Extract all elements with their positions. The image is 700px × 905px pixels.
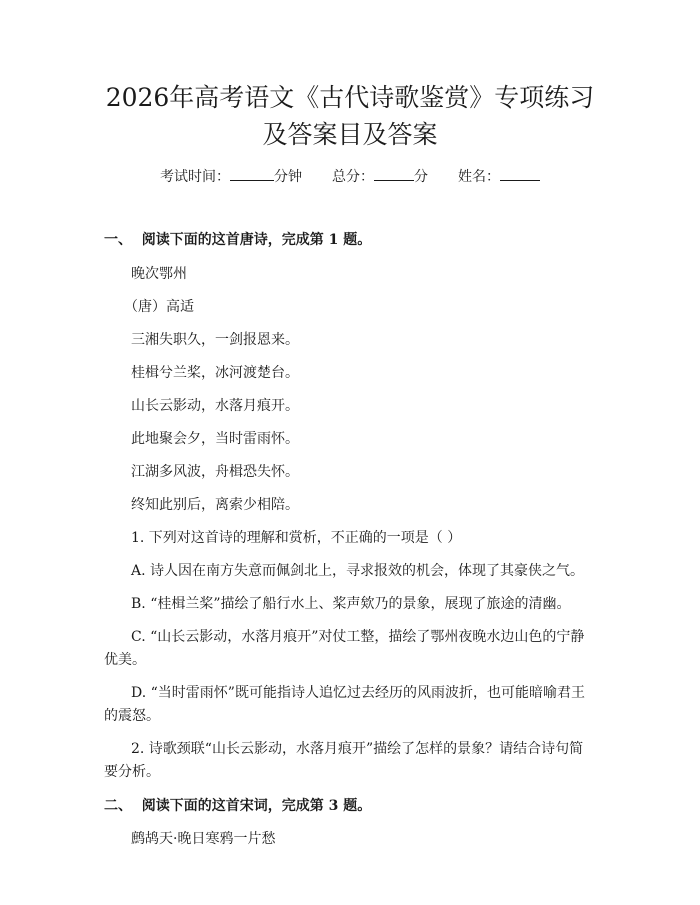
exam-time-label: 考试时间： [160, 169, 230, 185]
question-1-stem: 1. 下列对这首诗的理解和赏析，不正确的一项是（ ） [131, 530, 462, 546]
poem-1-title: 晚次鄂州 [131, 266, 187, 282]
document-title-line-1: 2026年高考语文《古代诗歌鉴赏》专项练习 [105, 83, 595, 112]
question-1-option-c-continued: 优美。 [104, 652, 146, 668]
poem-1-line: 山长云影动，水落月痕开。 [131, 398, 299, 414]
question-2-stem-continued: 要分析。 [104, 764, 160, 780]
total-score-blank [374, 166, 414, 181]
question-1-option-d-continued: 的震怒。 [104, 708, 160, 724]
total-score-label: 总分： [332, 169, 374, 185]
question-1-option-c: C. “山长云影动，水落月痕开”对仗工整，描绘了鄂州夜晚水边山色的宁静 [131, 629, 585, 645]
question-1-option-b: B. “桂楫兰桨”描绘了船行水上、桨声欸乃的景象，展现了旅途的清幽。 [131, 596, 571, 612]
question-1-option-a: A. 诗人因在南方失意而佩剑北上，寻求报效的机会，体现了其豪侠之气。 [131, 563, 585, 579]
total-score-unit: 分 [414, 169, 428, 185]
poem-1-author: （唐）高适 [124, 299, 194, 315]
name-blank [500, 166, 540, 181]
poem-1-line: 桂楫兮兰桨，冰河渡楚台。 [131, 365, 299, 381]
poem-1-line: 终知此别后，离索少相陪。 [131, 497, 299, 513]
poem-1-line: 三湘失职久，一剑报恩来。 [131, 332, 299, 348]
poem-1-line: 此地聚会夕，当时雷雨怀。 [131, 431, 299, 447]
document-title-line-2: 及答案目及答案 [262, 120, 438, 149]
exam-info-row [0, 166, 700, 188]
section-1-heading: 一、 阅读下面的这首唐诗，完成第 1 题。 [104, 232, 372, 248]
question-2-stem: 2. 诗歌颈联“山长云影动，水落月痕开”描绘了怎样的景象？请结合诗句简 [131, 741, 584, 757]
section-2-heading: 二、 阅读下面的这首宋词，完成第 3 题。 [104, 798, 372, 814]
poem-2-title: 鹧鸪天·晚日寒鸦一片愁 [131, 831, 276, 847]
exam-time-blank [230, 166, 274, 181]
question-1-option-d: D. “当时雷雨怀”既可能指诗人追忆过去经历的风雨波折，也可能暗喻君王 [131, 685, 585, 701]
name-label: 姓名： [458, 169, 500, 185]
exam-time-unit: 分钟 [274, 169, 302, 185]
poem-1-line: 江湖多风波，舟楫恐失怀。 [131, 464, 299, 480]
